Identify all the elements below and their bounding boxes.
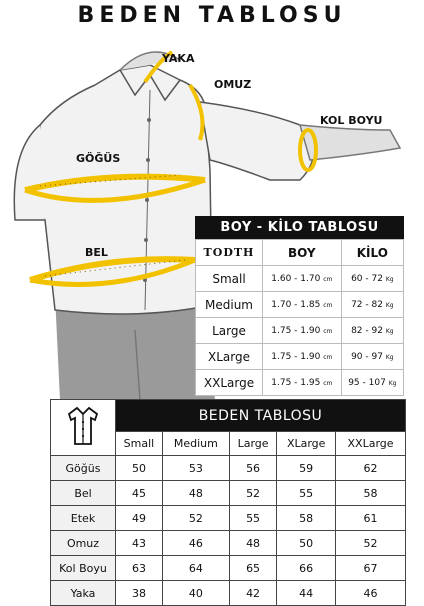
table-cell: 46 (162, 531, 229, 556)
table-cell: 43 (116, 531, 163, 556)
table-row (51, 556, 406, 581)
table-cell: 55 (229, 506, 277, 531)
table-row (51, 581, 406, 606)
table-cell: 40 (162, 581, 229, 606)
row-header: Göğüs (51, 456, 116, 481)
table-row (196, 370, 404, 396)
table-cell: 58 (336, 481, 406, 506)
table-cell: 66 (277, 556, 336, 581)
label-gogus: GÖĞÜS (76, 152, 121, 165)
table-cell: 52 (336, 531, 406, 556)
col-header-boy: BOY (263, 240, 342, 266)
row-header: Kol Boyu (51, 556, 116, 581)
table-cell: 44 (277, 581, 336, 606)
table-cell: 64 (162, 556, 229, 581)
beden-table (50, 399, 406, 606)
table-cell: 63 (116, 556, 163, 581)
col-header-size: Small (116, 432, 163, 456)
size-label: Large (196, 318, 263, 344)
col-header-kilo: KİLO (341, 240, 403, 266)
boy-value: 1.70 - 1.85 cm (263, 292, 342, 318)
kilo-value: 72 - 82 Kg (341, 292, 403, 318)
table-cell: 56 (229, 456, 277, 481)
boy-value: 1.60 - 1.70 cm (263, 266, 342, 292)
table-row (51, 506, 406, 531)
label-omuz: OMUZ (214, 78, 252, 91)
table-cell: 52 (229, 481, 277, 506)
shirt-body-shape (36, 65, 212, 314)
kilo-value: 90 - 97 Kg (341, 344, 403, 370)
table-cell: 58 (277, 506, 336, 531)
col-header-size: Large (229, 432, 277, 456)
table-row (51, 481, 406, 506)
label-kol-boyu: KOL BOYU (320, 114, 383, 127)
table-cell: 46 (336, 581, 406, 606)
table-cell: 52 (162, 506, 229, 531)
beden-table-title: BEDEN TABLOSU (116, 400, 406, 432)
kilo-value: 95 - 107 Kg (341, 370, 403, 396)
table-cell: 55 (277, 481, 336, 506)
table-cell: 53 (162, 456, 229, 481)
table-row (51, 531, 406, 556)
size-label: XXLarge (196, 370, 263, 396)
table-cell: 48 (162, 481, 229, 506)
col-header-size: Medium (162, 432, 229, 456)
row-header: Yaka (51, 581, 116, 606)
table-row (196, 266, 404, 292)
kilo-value: 82 - 92 Kg (341, 318, 403, 344)
table-row (196, 344, 404, 370)
shirt-sleeve-shape (200, 102, 313, 180)
label-bel: BEL (85, 246, 108, 259)
size-label: Medium (196, 292, 263, 318)
boy-value: 1.75 - 1.90 cm (263, 318, 342, 344)
size-label: Small (196, 266, 263, 292)
row-header: Etek (51, 506, 116, 531)
label-yaka: YAKA (162, 52, 195, 65)
shirt-icon (51, 400, 116, 456)
table-cell: 42 (229, 581, 277, 606)
table-cell: 62 (336, 456, 406, 481)
table-cell: 67 (336, 556, 406, 581)
table-cell: 61 (336, 506, 406, 531)
table-cell: 45 (116, 481, 163, 506)
boy-kilo-title: BOY - KİLO TABLOSU (195, 216, 404, 239)
row-header: Omuz (51, 531, 116, 556)
table-cell: 65 (229, 556, 277, 581)
boy-value: 1.75 - 1.90 cm (263, 344, 342, 370)
size-label: XLarge (196, 344, 263, 370)
boy-value: 1.75 - 1.95 cm (263, 370, 342, 396)
col-header-size: XXLarge (336, 432, 406, 456)
boy-kilo-table (195, 216, 404, 396)
table-cell: 38 (116, 581, 163, 606)
col-header-size: XLarge (277, 432, 336, 456)
table-cell: 50 (277, 531, 336, 556)
table-cell: 49 (116, 506, 163, 531)
table-cell: 59 (277, 456, 336, 481)
table-row (51, 456, 406, 481)
brand-name: TODTH (196, 240, 263, 266)
table-row (196, 292, 404, 318)
kilo-value: 60 - 72 Kg (341, 266, 403, 292)
table-cell: 48 (229, 531, 277, 556)
page-title: BEDEN TABLOSU (77, 3, 347, 28)
row-header: Bel (51, 481, 116, 506)
table-row (196, 318, 404, 344)
table-cell: 50 (116, 456, 163, 481)
